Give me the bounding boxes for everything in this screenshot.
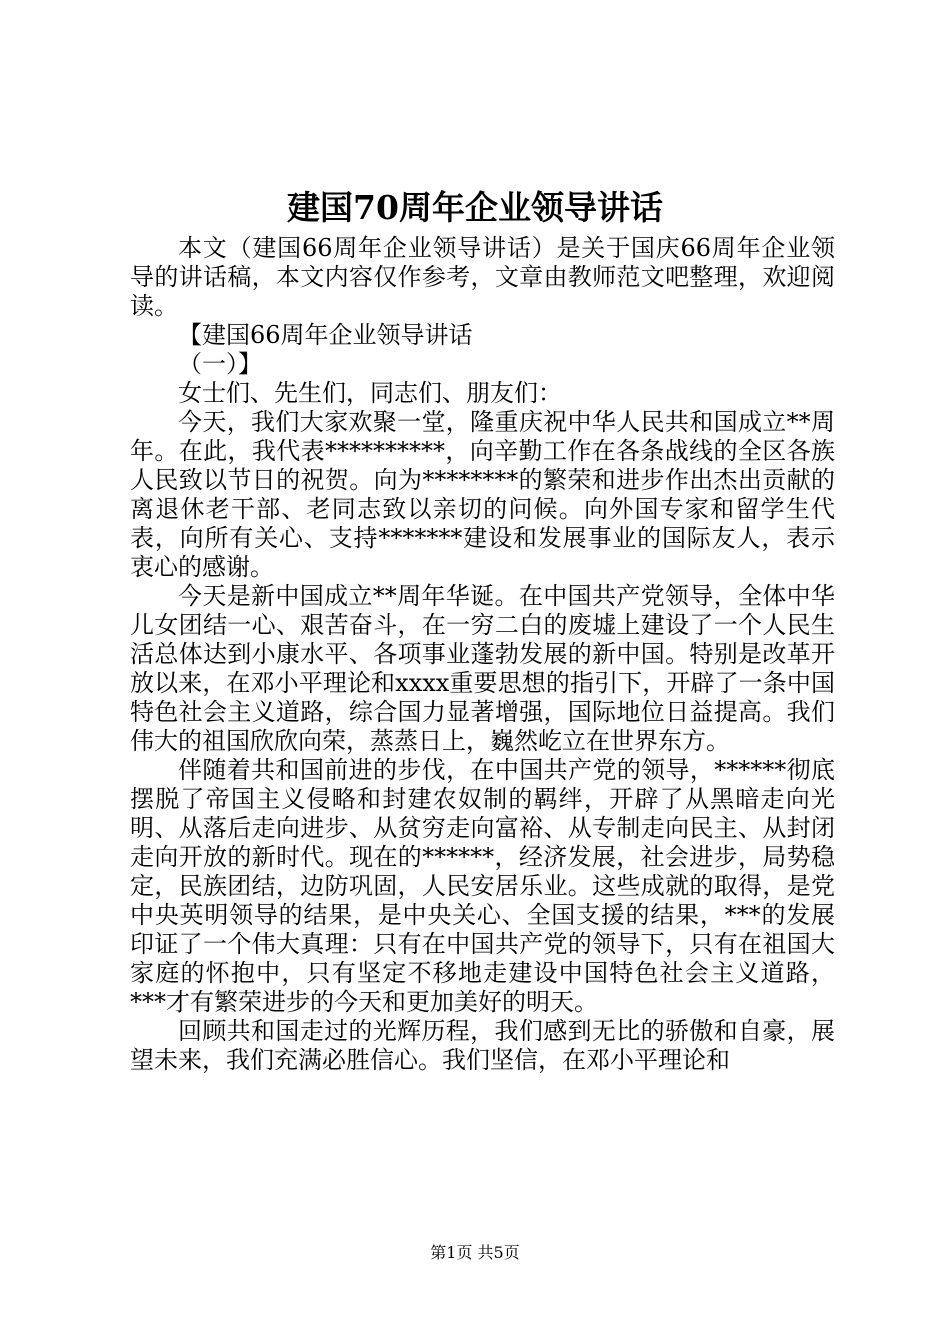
paragraph: 伴随着共和国前进的步伐，在中国共产党的领导，******彻底摆脱了帝国主义侵略和封建农奴制的羁绊，开辟了从黑暗走向光明、从落后走向进步、从贫穷走向富裕、从专制走向民主、从封闭走向开放的新时代。现在的******，经济发展，社会进步，局势稳定，民族团结，边防巩固，人民安居乐业。这些成就的取得，是党中央英明领导的结果，是中央关心、全国支援的结果，***的发展印证了一个伟大真理：只有在中国共产党的领导下，只有在祖国大家庭的怀抱中，只有坚定不移地走建设中国特色社会主义道路，***才有繁荣进步的今天和更加美好的明天。 [130, 756, 835, 1016]
paragraph-intro: 本文（建国66周年企业领导讲话）是关于国庆66周年企业领导的讲话稿，本文内容仅作参考，文章由教师范文吧整理，欢迎阅读。 [130, 234, 835, 320]
document-body [130, 234, 835, 1075]
paragraph: 今天，我们大家欢聚一堂，隆重庆祝中华人民共和国成立**周年。在此，我代表**********，向辛勤工作在各条战线的全区各族人民致以节日的祝贺。向为********的繁荣和进步作出杰出贡献的离退休老干部、老同志致以亲切的问候。向外国专家和留学生代表，向所有关心、支持*******建设和发展事业的国际友人，表示衷心的感谢。 [130, 408, 835, 581]
document-title: 建国70周年企业领导讲话 [287, 188, 663, 227]
section-heading-line-1: 【建国66周年企业领导讲话 [178, 321, 473, 349]
paragraph: 回顾共和国走过的光辉历程，我们感到无比的骄傲和自豪，展望未来，我们充满必胜信心。我们坚信，在邓小平理论和 [130, 1017, 835, 1074]
paragraph: 今天是新中国成立**周年华诞。在中国共产党领导，全体中华儿女团结一心、艰苦奋斗，在一穷二白的废墟上建设了一个人民生活总体达到小康水平、各项事业蓬勃发展的新中国。特别是改革开放以来，在邓小平理论和xxxx重要思想的指引下，开辟了一条中国特色社会主义道路，综合国力显著增强，国际地位日益提高。我们伟大的祖国欣欣向荣，蒸蒸日上，巍然屹立在世界东方。 [130, 582, 835, 755]
section-heading-line-2: （一）】 [178, 350, 262, 378]
salutation: 女士们、先生们，同志们、朋友们： [178, 379, 562, 407]
page-number-footer: 第1页 共5页 [430, 1243, 520, 1262]
